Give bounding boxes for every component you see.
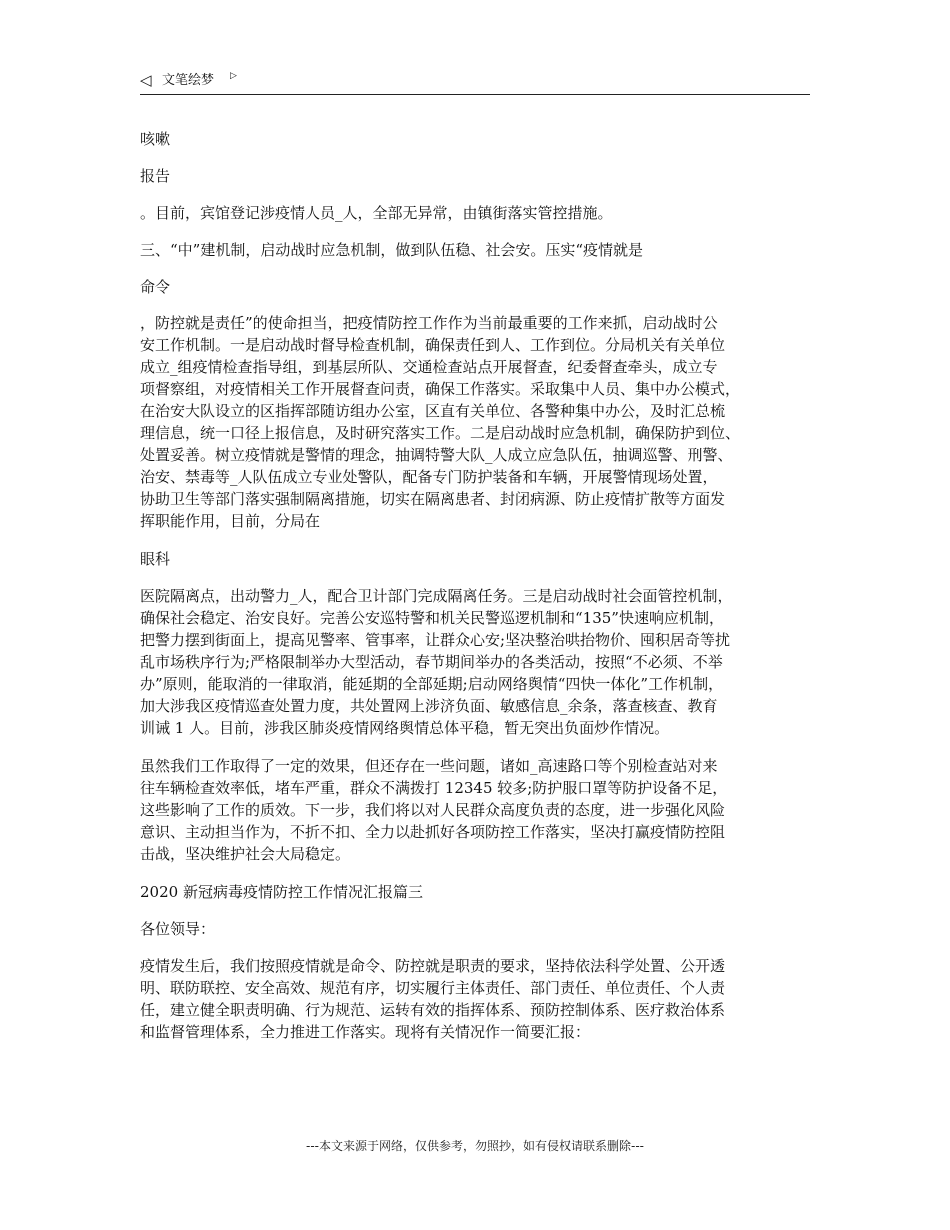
text-line: 把警力摆到街面上，提高见警率、管事率，让群众心安;坚决整治哄抬物价、囤积居奇等扰	[140, 631, 731, 649]
text-line: 2020 新冠病毒疫情防控工作情况汇报篇三	[140, 883, 423, 901]
paragraph	[140, 239, 820, 261]
text-line: 命令	[140, 278, 171, 296]
text-line: 乱市场秩序行为;严格限制举办大型活动，春节期间举办的各类活动，按照“不必须、不举	[140, 653, 723, 671]
text-line: 这些影响了工作的质效。下一步，我们将以对人民群众高度负责的态度，进一步强化风险	[140, 801, 726, 819]
paragraph	[140, 955, 820, 1043]
salutation	[140, 918, 820, 940]
text-line: 咳嗽	[140, 130, 171, 148]
paragraph	[140, 202, 820, 224]
text-line: 虽然我们工作取得了一定的效果，但还存在一些问题，诸如_高速路口等个别检查站对来	[140, 757, 718, 775]
text-line: 医院隔离点，出动警力_人，配合卫计部门完成隔离任务。三是启动战时社会面管控机制，	[140, 587, 733, 605]
text-line: ，防控就是责任”的使命担当，把疫情防控工作作为当前最重要的工作来抓，启动战时公	[140, 314, 718, 332]
document-body	[140, 128, 820, 1043]
text-line: 安工作机制。一是启动战时督导检查机制，确保责任到人、工作到位。分局机关有关单位	[140, 336, 726, 354]
text-line: 击战，坚决维护社会大局稳定。	[140, 845, 351, 863]
paragraph	[140, 548, 820, 570]
text-line: 处置妥善。树立疫情就是警情的理念，抽调特警大队_人成立应急队伍，抽调巡警、刑警、	[140, 446, 733, 464]
page-header	[140, 68, 810, 95]
text-line: 确保社会稳定、治安良好。完善公安巡特警和机关民警巡逻机制和“135”快速响应机制，	[140, 609, 724, 627]
text-line: 治安、禁毒等_人队伍成立专业处警队，配备专门防护装备和车辆，开展警情现场处置，	[140, 468, 718, 486]
text-line: 眼科	[140, 550, 171, 568]
triangle-left-icon: ◁	[140, 71, 152, 89]
text-line: 往车辆检查效率低，堵车严重，群众不满拨打 12345 较多;防护服口罩等防护设备不足，	[140, 779, 728, 797]
text-line: 挥职能作用，目前，分局在	[140, 512, 321, 530]
paragraph	[140, 312, 820, 532]
text-line: 明、联防联控、安全高效、规范有序，切实履行主体责任、部门责任、单位责任、个人责	[140, 979, 726, 997]
text-line: 各位领导：	[140, 920, 216, 938]
text-line: 三、“中”建机制，启动战时应急机制，做到队伍稳、社会安。压实“疫情就是	[140, 241, 644, 259]
text-line: 协助卫生等部门落实强制隔离措施，切实在隔离患者、封闭病源、防止疫情扩散等方面发	[140, 490, 726, 508]
triangle-right-icon: ▷	[230, 71, 237, 81]
text-line: 加大涉我区疫情巡查处置力度，共处置网上涉济负面、敏感信息_余条，落查核查、教育	[140, 697, 718, 715]
text-line: 办”原则，能取消的一律取消，能延期的全部延期;启动网络舆情“四快一体化”工作机制，	[140, 675, 724, 693]
footer-disclaimer: ---本文来源于网络，仅供参考，勿照抄，如有侵权请联系删除---	[306, 1139, 644, 1153]
text-line: 项督察组，对疫情相关工作开展督查问责，确保工作落实。采取集中人员、集中办公模式，	[140, 380, 741, 398]
paragraph	[140, 755, 820, 865]
paragraph	[140, 276, 820, 298]
text-line: 报告	[140, 167, 171, 185]
brand-name: 文笔绘梦	[162, 73, 215, 88]
text-line: 疫情发生后，我们按照疫情就是命令、防控就是职责的要求，坚持依法科学处置、公开透	[140, 957, 726, 975]
text-line: 成立_组疫情检查指导组，到基层所队、交通检查站点开展督查，纪委督查牵头，成立专	[140, 358, 718, 376]
text-line: 理信息，统一口径上报信息，及时研究落实工作。二是启动战时应急机制，确保防护到位、	[140, 424, 741, 442]
text-line: 在治安大队设立的区指挥部随访组办公室，区直有关单位、各警种集中办公，及时汇总梳	[140, 402, 726, 420]
paragraph	[140, 165, 820, 187]
section-title	[140, 881, 820, 903]
text-line: 训诫 1 人。目前，涉我区肺炎疫情网络舆情总体平稳，暂无突出负面炒作情况。	[140, 719, 670, 737]
text-line: 。目前，宾馆登记涉疫情人员_人，全部无异常，由镇街落实管控措施。	[140, 204, 613, 222]
text-line: 任，建立健全职责明确、行为规范、运转有效的指挥体系、预防控制体系、医疗救治体系	[140, 1001, 726, 1019]
text-line: 和监督管理体系，全力推进工作落实。现将有关情况作一简要汇报：	[140, 1023, 591, 1041]
paragraph	[140, 585, 820, 739]
paragraph	[140, 128, 820, 150]
text-line: 意识、主动担当作为，不折不扣、全力以赴抓好各项防控工作落实，坚决打赢疫情防控阻	[140, 823, 726, 841]
